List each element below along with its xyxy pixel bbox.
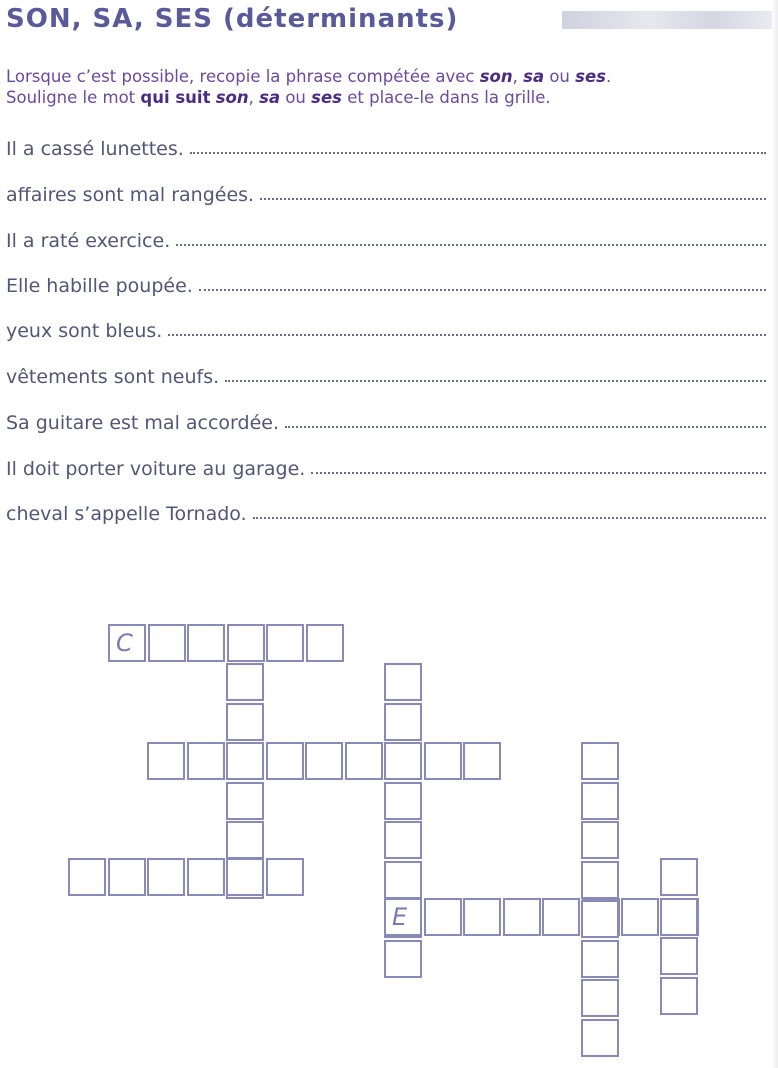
word-sa: sa	[259, 88, 281, 107]
crossword-cell[interactable]	[226, 782, 264, 820]
crossword-cell[interactable]	[345, 742, 383, 780]
crossword-cell[interactable]	[384, 940, 422, 978]
crossword-cell[interactable]	[384, 703, 422, 741]
crossword-cell[interactable]	[660, 977, 698, 1015]
sentence: Il doit porter voiture au garage.	[6, 458, 306, 480]
word-ses: ses	[575, 67, 606, 86]
word-sa: sa	[523, 67, 545, 86]
sentence: Il a cassé lunettes.	[6, 138, 184, 160]
sentence: Elle habille poupée.	[6, 275, 193, 297]
crossword-cell[interactable]	[305, 742, 343, 780]
crossword-cell[interactable]	[581, 940, 619, 978]
separator: ,	[512, 67, 524, 86]
crossword-cell[interactable]	[581, 979, 619, 1017]
sentence: cheval s’appelle Tornado.	[6, 503, 247, 525]
crossword-cell[interactable]	[581, 900, 619, 938]
crossword-cell[interactable]	[226, 858, 264, 896]
crossword-cell[interactable]	[581, 861, 619, 899]
crossword-cell[interactable]	[581, 782, 619, 820]
crossword-cell[interactable]	[226, 703, 264, 741]
crossword-cell[interactable]	[542, 898, 580, 936]
crossword-cell[interactable]	[503, 898, 541, 936]
crossword-cell[interactable]	[108, 624, 146, 662]
page-title: SON, SA, SES (déterminants)	[6, 4, 459, 34]
crossword-cell[interactable]	[621, 898, 659, 936]
crossword-cell[interactable]	[68, 858, 106, 896]
crossword-cell[interactable]	[384, 663, 422, 701]
crossword-cell[interactable]	[266, 858, 304, 896]
crossword-cell[interactable]	[424, 742, 462, 780]
crossword-cell[interactable]	[581, 821, 619, 859]
crossword-cell[interactable]	[306, 624, 344, 662]
crossword-cell[interactable]	[463, 742, 501, 780]
separator: ,	[248, 88, 260, 107]
crossword-cell[interactable]	[148, 624, 186, 662]
crossword-cell[interactable]	[581, 742, 619, 780]
separator: ou	[544, 67, 576, 86]
crossword-cell[interactable]	[226, 742, 264, 780]
crossword-cell[interactable]	[384, 821, 422, 859]
crossword-cell[interactable]	[226, 821, 264, 859]
crossword-cell[interactable]	[384, 861, 422, 899]
crossword-cell[interactable]	[384, 782, 422, 820]
word-son: son	[479, 67, 513, 86]
word-ses: ses	[311, 88, 342, 107]
crossword-cell[interactable]	[187, 858, 225, 896]
sentence: Il a raté exercice.	[6, 230, 171, 252]
sentence: Sa guitare est mal accordée.	[6, 412, 280, 434]
crossword-cell[interactable]	[266, 624, 304, 662]
crossword-cell[interactable]	[187, 624, 225, 662]
separator: .	[605, 67, 612, 86]
crossword-cell[interactable]	[227, 624, 265, 662]
crossword-cell[interactable]	[660, 858, 698, 896]
crossword-cell[interactable]	[147, 858, 185, 896]
hint-letter: C	[116, 629, 133, 657]
instruction-text: Lorsque c’est possible, recopie la phrase compétée avec	[6, 67, 480, 86]
separator: ou	[280, 88, 312, 107]
crossword-cell[interactable]	[266, 742, 304, 780]
crossword-cell[interactable]	[581, 1019, 619, 1057]
crossword-cell[interactable]	[226, 663, 264, 701]
crossword-cell[interactable]	[463, 898, 501, 936]
word-son: son	[215, 88, 249, 107]
crossword-cell[interactable]	[108, 858, 146, 896]
instruction-text: Souligne le mot	[6, 88, 141, 107]
instruction-bold: qui suit	[140, 88, 211, 107]
crossword-cell[interactable]	[660, 937, 698, 975]
hint-letter: E	[392, 903, 408, 931]
crossword-cell[interactable]	[147, 742, 185, 780]
crossword-cell[interactable]	[187, 742, 225, 780]
crossword-cell[interactable]	[384, 898, 422, 936]
crossword-cell[interactable]	[660, 898, 698, 936]
sentence: yeux sont bleus.	[6, 320, 163, 342]
crossword-cell[interactable]	[424, 898, 462, 936]
page-edge-shadow	[772, 0, 778, 1068]
instruction-text: et place-le dans la grille.	[341, 88, 551, 107]
sentence: affaires sont mal rangées.	[6, 184, 255, 206]
sentence: vêtements sont neufs.	[6, 366, 220, 388]
crossword-cell[interactable]	[384, 742, 422, 780]
